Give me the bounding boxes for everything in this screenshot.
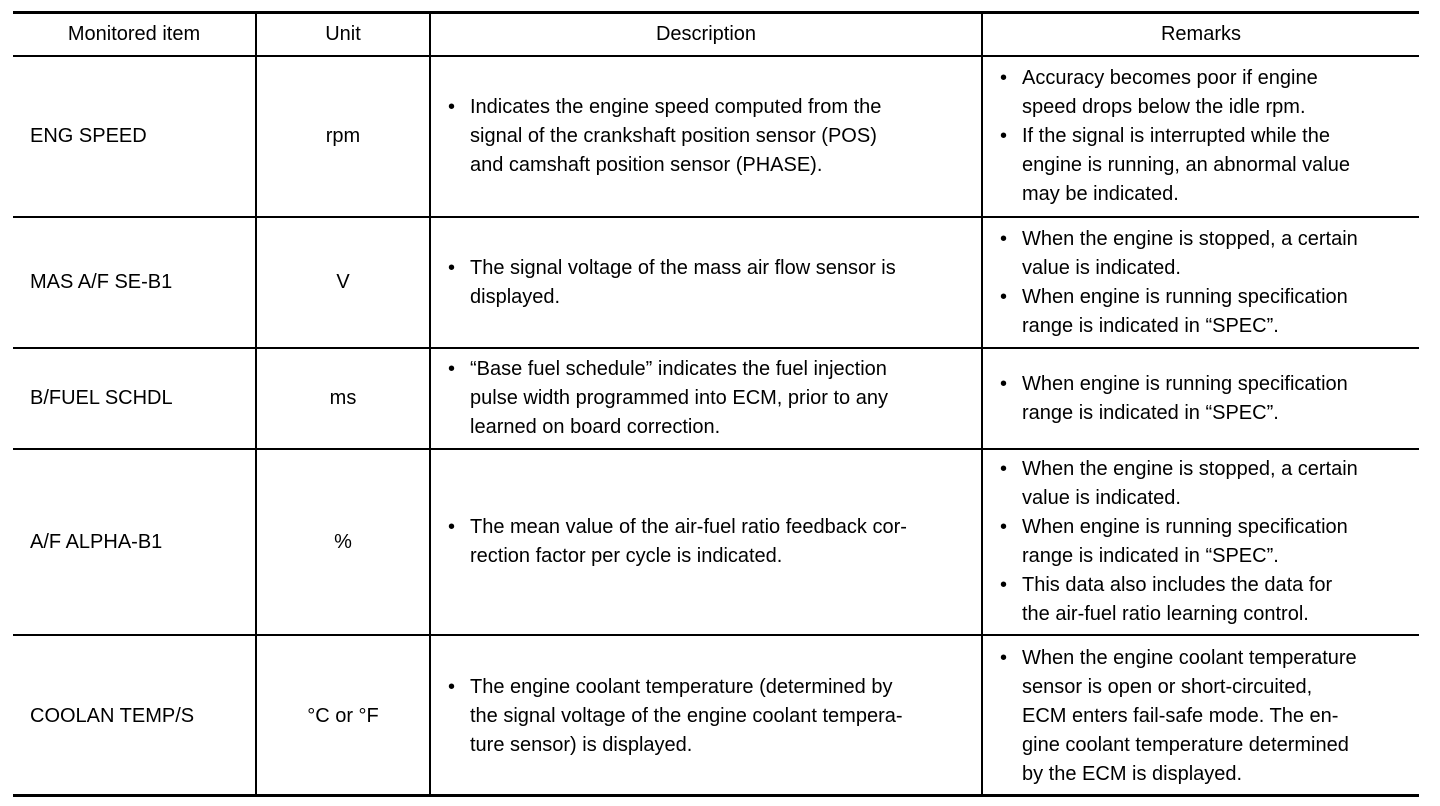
remarks-line: • When engine is running specification [1022, 516, 1348, 538]
remarks-line: • When the engine is stopped, a certain [1022, 227, 1358, 250]
header-unit: Unit [255, 14, 429, 55]
table-header-row [13, 14, 1419, 55]
remarks-bullet-list [995, 64, 1413, 209]
remarks-bullet [995, 225, 1413, 283]
remarks-line: • When the engine coolant temperature [1022, 647, 1357, 669]
remarks-line: engine is running, an abnormal value [1022, 154, 1350, 176]
unit-cell: % [255, 450, 429, 634]
remarks-bullet [995, 571, 1413, 629]
header-description: Description [429, 14, 981, 55]
remarks-line: sensor is open or short-circuited, [1022, 676, 1313, 698]
description-bullet [443, 254, 975, 312]
description-bullet-list [443, 93, 975, 180]
remarks-line: • When engine is running specification [1022, 285, 1348, 308]
remarks-bullet [995, 513, 1413, 571]
description-cell [429, 218, 981, 347]
remarks-bullet-list [995, 644, 1413, 789]
description-line: rection factor per cycle is indicated. [470, 545, 783, 567]
remarks-line: value is indicated. [1022, 487, 1181, 509]
table-row [13, 347, 1419, 448]
description-line: the signal voltage of the engine coolant tempera- [470, 705, 903, 727]
remarks-line: range is indicated in “SPEC”. [1022, 545, 1279, 567]
monitored-item-cell: COOLAN TEMP/S [30, 705, 195, 727]
monitored-item-cell: ENG SPEED [30, 125, 147, 147]
remarks-line: speed drops below the idle rpm. [1022, 96, 1306, 118]
description-bullet-list [443, 254, 975, 312]
description-line: pulse width programmed into ECM, prior to any [470, 387, 888, 409]
remarks-cell [981, 349, 1419, 448]
remarks-line: value is indicated. [1022, 256, 1181, 279]
remarks-cell [981, 450, 1419, 634]
description-line: signal of the crankshaft position sensor (POS) [470, 125, 877, 147]
remarks-line: the air-fuel ratio learning control. [1022, 603, 1309, 625]
remarks-line: may be indicated. [1022, 183, 1179, 205]
remarks-line: gine coolant temperature determined [1022, 734, 1349, 756]
remarks-bullet-list [995, 455, 1413, 629]
description-bullet-list [443, 355, 975, 442]
remarks-bullet-list [995, 370, 1413, 428]
remarks-line: • If the signal is interrupted while the [1022, 125, 1330, 147]
unit-cell: ms [255, 349, 429, 448]
description-line: • “Base fuel schedule” indicates the fuel injection [470, 358, 887, 380]
remarks-bullet [995, 122, 1413, 209]
remarks-bullet-list [995, 225, 1413, 341]
description-line: learned on board correction. [470, 416, 721, 438]
description-cell [429, 349, 981, 448]
unit-cell: °C or °F [255, 636, 429, 797]
table-row [13, 634, 1419, 797]
remarks-cell [981, 636, 1419, 797]
description-bullet [443, 93, 975, 180]
remarks-line: range is indicated in “SPEC”. [1022, 401, 1279, 424]
table-row [13, 448, 1419, 634]
description-bullet-list [443, 673, 975, 760]
description-bullet [443, 673, 975, 760]
description-line: • The engine coolant temperature (determined by [470, 676, 893, 698]
remarks-line: range is indicated in “SPEC”. [1022, 314, 1279, 337]
description-cell [429, 636, 981, 797]
monitored-item-cell: A/F ALPHA-B1 [30, 530, 163, 553]
remarks-bullet [995, 370, 1413, 428]
description-bullet [443, 355, 975, 442]
monitored-item-cell: B/FUEL SCHDL [30, 387, 173, 409]
description-bullet-list [443, 513, 975, 571]
remarks-bullet [995, 283, 1413, 341]
description-cell [429, 450, 981, 634]
remarks-line: ECM enters fail-safe mode. The en- [1022, 705, 1339, 727]
table-row [13, 55, 1419, 216]
remarks-line: • When engine is running specification [1022, 372, 1348, 395]
monitored-item-cell: MAS A/F SE-B1 [30, 271, 173, 293]
header-monitored-item: Monitored item [67, 23, 201, 45]
remarks-cell [981, 57, 1419, 216]
remarks-bullet [995, 455, 1413, 513]
description-line: displayed. [470, 285, 561, 308]
description-bullet [443, 513, 975, 571]
monitor-items-table [13, 11, 1419, 797]
description-line: ture sensor) is displayed. [470, 734, 693, 756]
unit-cell: rpm [255, 57, 429, 216]
remarks-cell [981, 218, 1419, 347]
remarks-line: by the ECM is displayed. [1022, 763, 1243, 785]
header-remarks: Remarks [981, 14, 1419, 55]
remarks-bullet [995, 644, 1413, 789]
remarks-line: • When the engine is stopped, a certain [1022, 458, 1358, 480]
description-line: • The signal voltage of the mass air flow sensor is [470, 256, 896, 279]
remarks-line: • Accuracy becomes poor if engine [1022, 67, 1318, 89]
unit-cell: V [255, 218, 429, 347]
remarks-line: • This data also includes the data for [1022, 574, 1333, 596]
remarks-bullet [995, 64, 1413, 122]
description-cell [429, 57, 981, 216]
description-line: • Indicates the engine speed computed from the [470, 96, 882, 118]
table-row [13, 216, 1419, 347]
description-line: and camshaft position sensor (PHASE). [470, 154, 823, 176]
description-line: • The mean value of the air-fuel ratio feedback cor- [470, 516, 907, 538]
